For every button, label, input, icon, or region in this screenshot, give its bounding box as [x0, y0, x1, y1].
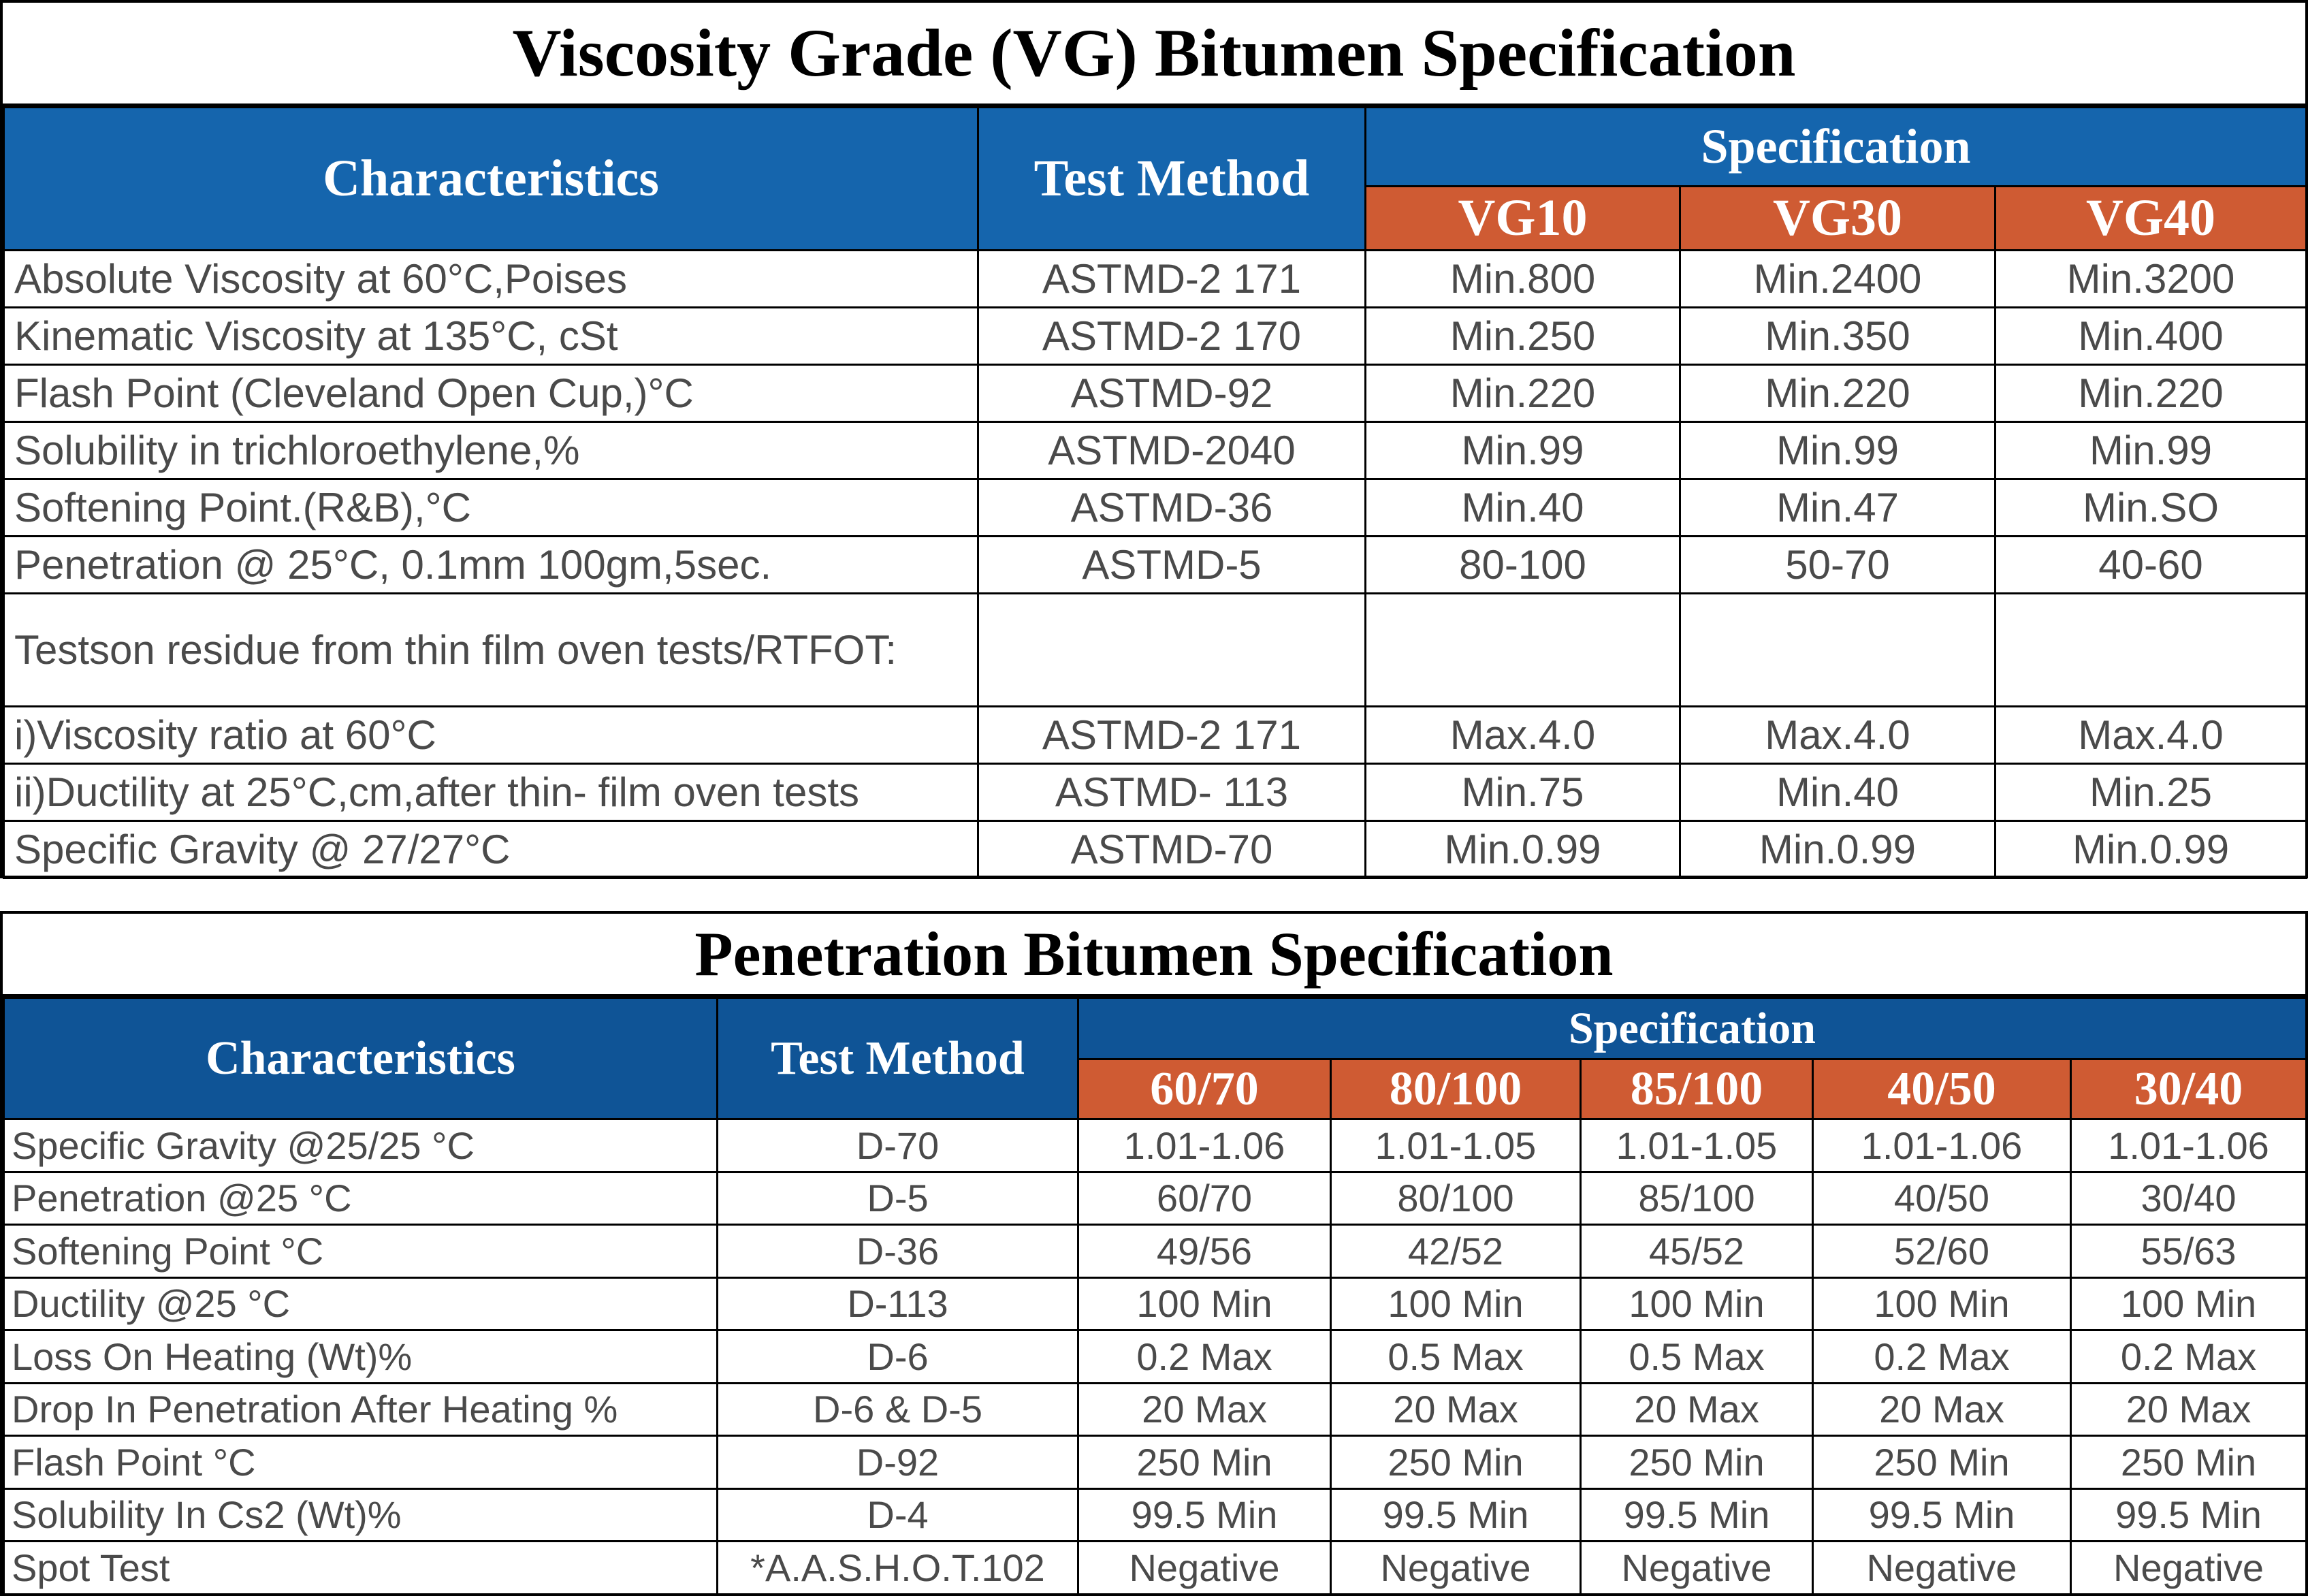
spec-value-cell: 99.5 Min	[1813, 1488, 2071, 1542]
spec-value-cell: Min.SO	[1996, 479, 2307, 537]
spec-value-cell: 40-60	[1996, 537, 2307, 594]
characteristic-cell: Loss On Heating (Wt)%	[4, 1330, 718, 1384]
test-method-cell: ASTMD-5	[978, 537, 1366, 594]
characteristic-cell: Specific Gravity @25/25 °C	[4, 1119, 718, 1172]
test-method-cell: ASTMD-70	[978, 821, 1366, 878]
spec-value-cell: 0.2 Max	[1813, 1330, 2071, 1384]
characteristic-cell: ii)Ductility at 25°C,cm,after thin- film oven tests	[4, 764, 978, 821]
spec-value-cell: Min.99	[1680, 422, 1996, 479]
spec-value-cell: Min.220	[1996, 365, 2307, 422]
spec-value-cell: 99.5 Min	[1078, 1488, 1331, 1542]
spec-value-cell: 45/52	[1581, 1225, 1813, 1278]
test-method-cell: D-36	[718, 1225, 1078, 1278]
spec-value-cell: Min.40	[1680, 764, 1996, 821]
characteristic-cell: Drop In Penetration After Heating %	[4, 1383, 718, 1436]
spec-value-cell: 40/50	[1813, 1172, 2071, 1225]
spec-value-cell: 250 Min	[1581, 1436, 1813, 1489]
spec-value-cell: 80/100	[1331, 1172, 1581, 1225]
characteristic-cell: i)Viscosity ratio at 60°C	[4, 707, 978, 764]
spec-value-cell: Min.25	[1996, 764, 2307, 821]
spec-value-cell: 1.01-1.06	[2071, 1119, 2307, 1172]
vg-grade-header: VG40	[1996, 187, 2307, 251]
table-row	[4, 1488, 2307, 1542]
test-method-cell: D-70	[718, 1119, 1078, 1172]
test-method-cell: D-113	[718, 1277, 1078, 1330]
table-row	[4, 479, 2307, 537]
table-row	[4, 1383, 2307, 1436]
spec-value-cell: Min.250	[1366, 308, 1680, 365]
spec-value-cell: 99.5 Min	[1581, 1488, 1813, 1542]
characteristic-cell: Penetration @ 25°C, 0.1mm 100gm,5sec.	[4, 537, 978, 594]
spec-value-cell: 250 Min	[2071, 1436, 2307, 1489]
characteristic-cell: Specific Gravity @ 27/27°C	[4, 821, 978, 878]
test-method-cell: D-6 & D-5	[718, 1383, 1078, 1436]
spec-value-cell: 0.2 Max	[1078, 1330, 1331, 1384]
spec-value-cell: 85/100	[1581, 1172, 1813, 1225]
test-method-cell: ASTMD-2 170	[978, 308, 1366, 365]
spec-value-cell: Max.4.0	[1366, 707, 1680, 764]
test-method-cell: ASTMD-2040	[978, 422, 1366, 479]
spec-value-cell: Min.0.99	[1366, 821, 1680, 878]
spec-value-cell	[1996, 594, 2307, 707]
spec-value-cell: Negative	[1581, 1542, 1813, 1595]
characteristic-cell: Flash Point (Cleveland Open Cup,)°C	[4, 365, 978, 422]
spec-value-cell: 1.01-1.05	[1581, 1119, 1813, 1172]
spec-value-cell	[1680, 594, 1996, 707]
spec-value-cell: 100 Min	[1078, 1277, 1331, 1330]
spec-value-cell: 100 Min	[1581, 1277, 1813, 1330]
test-method-cell: D-4	[718, 1488, 1078, 1542]
penetration-header-characteristics: Characteristics	[4, 998, 718, 1119]
characteristic-cell: Absolute Viscosity at 60°C,Poises	[4, 251, 978, 308]
spec-value-cell: 80-100	[1366, 537, 1680, 594]
table-row	[4, 1225, 2307, 1278]
spec-value-cell: 20 Max	[2071, 1383, 2307, 1436]
spec-value-cell: Negative	[1813, 1542, 2071, 1595]
characteristic-cell: Testson residue from thin film oven tests/RTFOT:	[4, 594, 978, 707]
spec-value-cell: 1.01-1.05	[1331, 1119, 1581, 1172]
table-row	[4, 1119, 2307, 1172]
spec-value-cell: 55/63	[2071, 1225, 2307, 1278]
spec-value-cell: 20 Max	[1581, 1383, 1813, 1436]
spec-value-cell: Min.3200	[1996, 251, 2307, 308]
table-row	[4, 537, 2307, 594]
test-method-cell: ASTMD-36	[978, 479, 1366, 537]
table-row	[4, 308, 2307, 365]
characteristic-cell: Spot Test	[4, 1542, 718, 1595]
test-method-cell: ASTMD-2 171	[978, 251, 1366, 308]
spec-value-cell: 100 Min	[2071, 1277, 2307, 1330]
vg-header-characteristics: Characteristics	[4, 108, 978, 251]
test-method-cell: ASTMD-92	[978, 365, 1366, 422]
spec-value-cell: 42/52	[1331, 1225, 1581, 1278]
spec-value-cell: Min.220	[1366, 365, 1680, 422]
characteristic-cell: Ductility @25 °C	[4, 1277, 718, 1330]
spec-value-cell: 30/40	[2071, 1172, 2307, 1225]
spec-value-cell: 100 Min	[1331, 1277, 1581, 1330]
spec-value-cell: Min.400	[1996, 308, 2307, 365]
penetration-spec-block	[0, 911, 2308, 1596]
spec-value-cell	[1366, 594, 1680, 707]
spec-value-cell: 0.5 Max	[1581, 1330, 1813, 1384]
spec-value-cell: 60/70	[1078, 1172, 1331, 1225]
pen-grade-header: 60/70	[1078, 1059, 1331, 1119]
test-method-cell: D-92	[718, 1436, 1078, 1489]
characteristic-cell: Penetration @25 °C	[4, 1172, 718, 1225]
characteristic-cell: Solubility In Cs2 (Wt)%	[4, 1488, 718, 1542]
table-row	[4, 422, 2307, 479]
vg-grade-header: VG30	[1680, 187, 1996, 251]
table-row	[4, 1542, 2307, 1595]
test-method-cell: D-6	[718, 1330, 1078, 1384]
table-row	[4, 821, 2307, 878]
vg-spec-table	[3, 106, 2307, 879]
characteristic-cell: Softening Point.(R&B),°C	[4, 479, 978, 537]
pen-grade-header: 85/100	[1581, 1059, 1813, 1119]
spec-value-cell: Min.99	[1996, 422, 2307, 479]
penetration-spec-table	[3, 997, 2307, 1595]
table-row	[4, 707, 2307, 764]
spec-value-cell: 1.01-1.06	[1078, 1119, 1331, 1172]
penetration-header-test-method: Test Method	[718, 998, 1078, 1119]
pen-grade-header: 40/50	[1813, 1059, 2071, 1119]
spec-value-cell: Negative	[2071, 1542, 2307, 1595]
test-method-cell: ASTMD-2 171	[978, 707, 1366, 764]
spec-value-cell: 49/56	[1078, 1225, 1331, 1278]
spec-value-cell: Negative	[1078, 1542, 1331, 1595]
spec-value-cell: Negative	[1331, 1542, 1581, 1595]
table-row	[4, 1436, 2307, 1489]
pen-grade-header: 80/100	[1331, 1059, 1581, 1119]
table-row	[4, 1330, 2307, 1384]
spec-value-cell: 20 Max	[1078, 1383, 1331, 1436]
spec-value-cell: 20 Max	[1331, 1383, 1581, 1436]
spec-value-cell: Min.99	[1366, 422, 1680, 479]
characteristic-cell: Kinematic Viscosity at 135°C, cSt	[4, 308, 978, 365]
spec-value-cell: Min.75	[1366, 764, 1680, 821]
spec-value-cell: 1.01-1.06	[1813, 1119, 2071, 1172]
spec-value-cell: 52/60	[1813, 1225, 2071, 1278]
spec-value-cell: Min.47	[1680, 479, 1996, 537]
table-row	[4, 365, 2307, 422]
vg-title: Viscosity Grade (VG) Bitumen Specification	[3, 3, 2305, 106]
spec-value-cell: Min.0.99	[1680, 821, 1996, 878]
characteristic-cell: Softening Point °C	[4, 1225, 718, 1278]
spec-value-cell: 100 Min	[1813, 1277, 2071, 1330]
penetration-header-specification: Specification	[1078, 998, 2307, 1059]
spec-value-cell: 250 Min	[1813, 1436, 2071, 1489]
spec-value-cell: 99.5 Min	[1331, 1488, 1581, 1542]
characteristic-cell: Flash Point °C	[4, 1436, 718, 1489]
spec-value-cell: Min.800	[1366, 251, 1680, 308]
spec-value-cell: Min.350	[1680, 308, 1996, 365]
spec-value-cell: Min.0.99	[1996, 821, 2307, 878]
table-row	[4, 251, 2307, 308]
vg-grade-header: VG10	[1366, 187, 1680, 251]
spec-value-cell: Min.220	[1680, 365, 1996, 422]
spec-value-cell: 250 Min	[1078, 1436, 1331, 1489]
spec-value-cell: 99.5 Min	[2071, 1488, 2307, 1542]
spec-value-cell: 250 Min	[1331, 1436, 1581, 1489]
spec-value-cell: 20 Max	[1813, 1383, 2071, 1436]
vg-header-test-method: Test Method	[978, 108, 1366, 251]
characteristic-cell: Solubility in trichloroethylene,%	[4, 422, 978, 479]
pen-grade-header: 30/40	[2071, 1059, 2307, 1119]
table-row	[4, 764, 2307, 821]
spec-value-cell: 0.2 Max	[2071, 1330, 2307, 1384]
spec-value-cell: Max.4.0	[1680, 707, 1996, 764]
table-row	[4, 1277, 2307, 1330]
table-row	[4, 1172, 2307, 1225]
spec-value-cell: 0.5 Max	[1331, 1330, 1581, 1384]
test-method-cell: *A.A.S.H.O.T.102	[718, 1542, 1078, 1595]
spec-value-cell: Min.40	[1366, 479, 1680, 537]
test-method-cell: ASTMD- 113	[978, 764, 1366, 821]
table-row	[4, 594, 2307, 707]
spec-value-cell: 50-70	[1680, 537, 1996, 594]
penetration-title: Penetration Bitumen Specification	[3, 914, 2305, 997]
vg-header-specification: Specification	[1366, 108, 2307, 187]
spec-value-cell: Min.2400	[1680, 251, 1996, 308]
test-method-cell: D-5	[718, 1172, 1078, 1225]
test-method-cell	[978, 594, 1366, 707]
spec-value-cell: Max.4.0	[1996, 707, 2307, 764]
